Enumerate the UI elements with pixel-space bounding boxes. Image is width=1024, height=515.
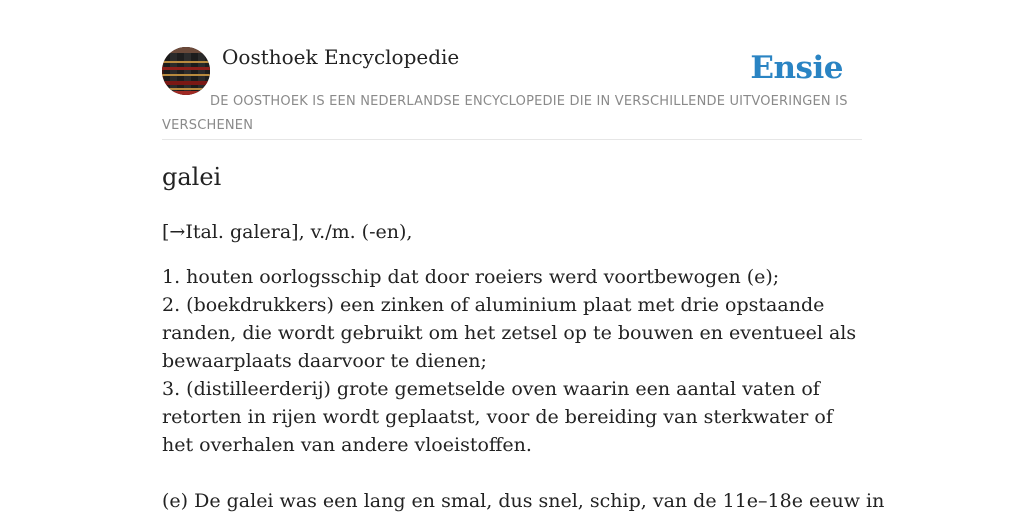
ensie-brand-link[interactable]: Ensie <box>750 50 843 86</box>
site-title-link[interactable]: Oosthoek Encyclopedie <box>222 45 460 69</box>
encyclopedia-books-icon <box>162 47 210 95</box>
entry-etymology: [→Ital. galera], v./m. (-en), <box>162 221 413 243</box>
site-description: DE OOSTHOEK IS EEN NEDERLANDSE ENCYCLOPEDIE DIE IN VERSCHILLENDE UITVOERINGEN IS VERSCHENEN <box>162 94 848 133</box>
entry-note: (e) De galei was een lang en smal, dus snel, schip, van de 11e–18e eeuw in <box>162 490 885 512</box>
page <box>162 0 885 512</box>
site-avatar[interactable] <box>162 47 210 95</box>
entry-title: galei <box>162 163 222 191</box>
definition-item: 1. houten oorlogsschip dat door roeiers werd voortbewogen (e); <box>162 266 780 288</box>
definition-item: 2. (boekdrukkers) een zinken of aluminium plaat met drie opstaande randen, die wordt gebruikt om het zetsel op te bouwen en eventueel als bewaarplaats daarvoor te dienen; <box>162 294 857 372</box>
definition-item: 3. (distilleerderij) grote gemetselde oven waarin een aantal vaten of retorten in rijen wordt geplaatst, voor de bereiding van sterkwater of het overhalen van andere vloeistoffen. <box>162 378 833 456</box>
entry-definitions <box>162 263 862 459</box>
site-header <box>162 0 862 140</box>
